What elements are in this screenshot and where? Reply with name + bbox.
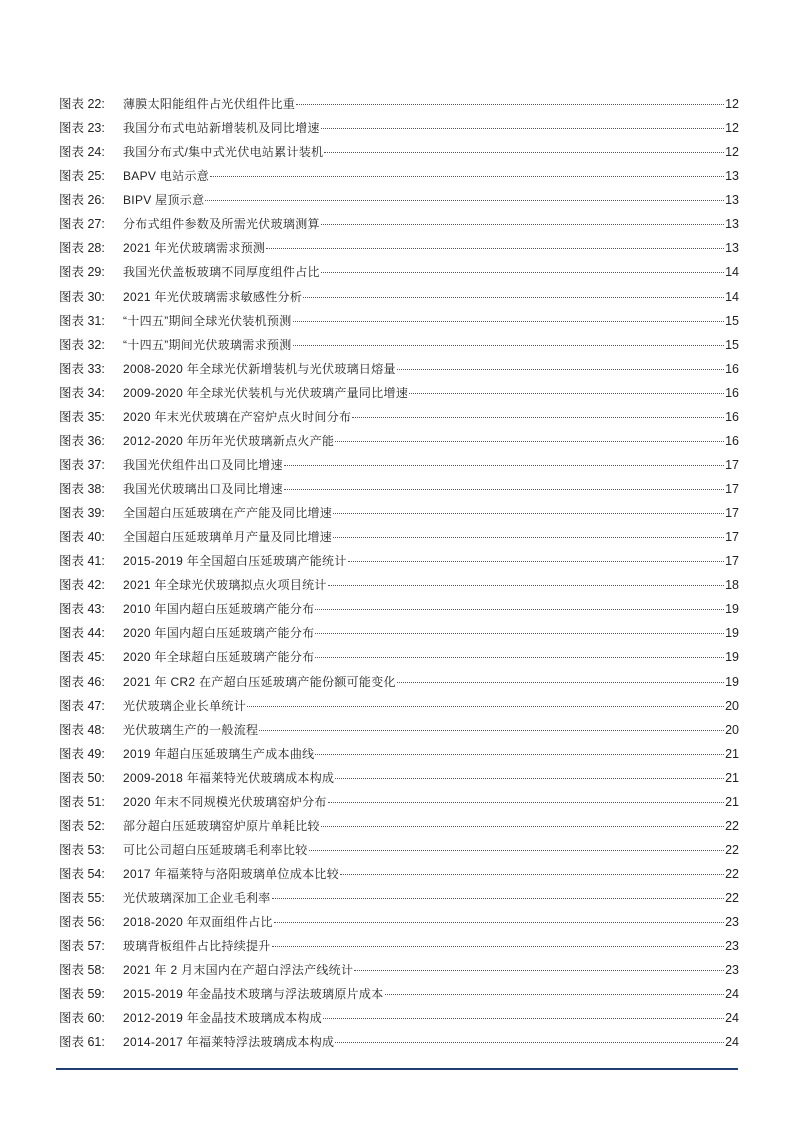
dot-leader: [335, 1042, 724, 1043]
toc-entry-title: 2018-2020 年双面组件占比: [123, 915, 273, 930]
dot-leader: [335, 441, 724, 442]
toc-entry-title: 2015-2019 年全国超白压延玻璃产能统计: [123, 554, 347, 569]
dot-leader: [348, 561, 724, 562]
toc-entry-label: 图表 26:: [59, 193, 105, 208]
toc-entry-label: 图表 31:: [59, 313, 105, 328]
toc-entry-label: 图表 59:: [59, 987, 105, 1002]
toc-entry-page: 17: [725, 457, 739, 472]
dot-leader: [328, 802, 724, 803]
toc-entry[interactable]: [59, 118, 739, 142]
toc-entry-title: 2021 年光伏玻璃需求敏感性分析: [123, 289, 303, 304]
toc-entry-page: 16: [725, 385, 739, 400]
toc-entry-page: 15: [725, 313, 739, 328]
toc-entry-title: 2017 年福莱特与洛阳玻璃单位成本比较: [123, 867, 340, 881]
dot-leader: [354, 970, 724, 971]
toc-entry-title: 2009-2020 年全球光伏装机与光伏玻璃产量同比增速: [123, 385, 409, 400]
dot-leader: [409, 393, 724, 394]
dot-leader: [340, 874, 724, 875]
toc-entry-page: 14: [725, 289, 739, 304]
footer-rule: [56, 1068, 738, 1070]
toc-entry-label: 图表 58:: [59, 963, 105, 978]
dot-leader: [293, 345, 725, 346]
toc-entry[interactable]: [59, 142, 739, 166]
toc-entry-title: 2021 年 2 月末国内在产超白浮法产线统计: [123, 963, 354, 978]
toc-entry-page: 13: [725, 217, 739, 232]
toc-entry[interactable]: [59, 479, 739, 503]
toc-entry[interactable]: [59, 888, 739, 912]
toc-entry-label: 图表 33:: [59, 361, 105, 376]
toc-entry-page: 16: [725, 409, 739, 424]
toc-entry-page: 22: [725, 842, 739, 857]
toc-entry-title: 2020 年国内超白压延玻璃产能分布: [123, 626, 315, 641]
toc-entry-page: 22: [725, 891, 739, 906]
dot-leader: [328, 585, 724, 586]
toc-entry-title: 可比公司超白压延玻璃毛利率比较: [123, 842, 308, 857]
dot-leader: [397, 682, 724, 683]
toc-entry-title: 薄膜太阳能组件占光伏组件比重: [123, 97, 296, 111]
dot-leader: [315, 633, 724, 634]
toc-entry[interactable]: [59, 455, 739, 479]
toc-entry[interactable]: [59, 407, 739, 431]
dot-leader: [205, 200, 724, 201]
toc-entry-title: 2020 年末不同规模光伏玻璃窑炉分布: [123, 794, 327, 809]
toc-entry-page: 19: [725, 650, 739, 665]
dot-leader: [284, 465, 724, 466]
dot-leader: [309, 850, 725, 851]
toc-entry-title: 2021 年 CR2 在产超白压延玻璃产能份额可能变化: [123, 674, 396, 689]
toc-entry-label: 图表 43:: [59, 602, 105, 617]
toc-entry[interactable]: [59, 792, 739, 816]
toc-entry-page: 18: [725, 578, 739, 593]
toc-entry[interactable]: [59, 214, 739, 238]
dot-leader: [315, 609, 724, 610]
toc-entry-label: 图表 25:: [59, 169, 105, 184]
toc-entry-page: 15: [725, 337, 739, 352]
toc-entry[interactable]: [59, 335, 739, 359]
toc-entry-label: 图表 24:: [59, 145, 105, 160]
toc-entry[interactable]: [59, 720, 739, 744]
toc-entry[interactable]: [59, 623, 739, 647]
toc-entry-title: BAPV 电站示意: [123, 169, 210, 184]
toc-entry[interactable]: [59, 1008, 739, 1032]
toc-entry-label: 图表 27:: [59, 217, 105, 232]
table-of-figures: [59, 94, 739, 1057]
toc-entry-title: 我国分布式/集中式光伏电站累计装机: [123, 145, 324, 160]
toc-entry-title: 我国光伏盖板玻璃不同厚度组件占比: [123, 265, 320, 280]
toc-entry-label: 图表 35:: [59, 409, 105, 424]
toc-entry-label: 图表 50:: [59, 770, 105, 785]
toc-entry-page: 21: [725, 746, 739, 761]
toc-entry-title: 部分超白压延玻璃窑炉原片单耗比较: [123, 818, 320, 833]
dot-leader: [385, 994, 725, 995]
toc-entry-title: 光伏玻璃生产的一般流程: [123, 722, 259, 737]
toc-entry-page: 12: [725, 121, 739, 136]
toc-entry[interactable]: [59, 551, 739, 575]
toc-entry-title: 2009-2018 年福莱特光伏玻璃成本构成: [123, 770, 335, 785]
toc-entry-page: 22: [725, 818, 739, 833]
toc-entry-page: 17: [725, 482, 739, 496]
toc-entry-label: 图表 44:: [59, 626, 105, 641]
toc-entry[interactable]: [59, 166, 739, 190]
toc-entry-page: 19: [725, 674, 739, 689]
toc-entry[interactable]: [59, 768, 739, 792]
toc-entry[interactable]: [59, 599, 739, 623]
toc-entry-page: 24: [725, 1035, 739, 1050]
toc-entry[interactable]: [59, 696, 739, 720]
toc-entry-label: 图表 46:: [59, 674, 105, 689]
toc-entry-page: 13: [725, 169, 739, 184]
toc-entry-label: 图表 22:: [59, 97, 105, 111]
toc-entry[interactable]: [59, 238, 739, 262]
toc-entry-label: 图表 29:: [59, 265, 105, 280]
toc-entry-page: 23: [725, 915, 739, 930]
toc-entry-label: 图表 32:: [59, 337, 105, 352]
toc-entry-label: 图表 28:: [59, 241, 105, 256]
dot-leader: [321, 826, 724, 827]
toc-entry[interactable]: [59, 960, 739, 984]
toc-entry-label: 图表 45:: [59, 650, 105, 665]
dot-leader: [315, 754, 724, 755]
toc-entry-page: 21: [725, 794, 739, 809]
dot-leader: [266, 248, 724, 249]
toc-entry-label: 图表 47:: [59, 698, 105, 713]
toc-entry[interactable]: [59, 94, 739, 118]
dot-leader: [247, 706, 724, 707]
dot-leader: [272, 898, 724, 899]
toc-entry-label: 图表 51:: [59, 794, 105, 809]
toc-entry-title: 全国超白压延玻璃单月产量及同比增速: [123, 530, 333, 545]
dot-leader: [303, 297, 724, 298]
toc-entry-label: 图表 57:: [59, 939, 105, 954]
toc-entry-label: 图表 34:: [59, 385, 105, 400]
dot-leader: [323, 1018, 724, 1019]
toc-entry-page: 24: [725, 1011, 739, 1026]
dot-leader: [335, 778, 724, 779]
toc-entry-title: 2008-2020 年全球光伏新增装机与光伏玻璃日熔量: [123, 361, 396, 376]
dot-leader: [397, 369, 724, 370]
toc-entry-title: “十四五”期间全球光伏装机预测: [123, 313, 292, 328]
toc-entry-title: 2021 年全球光伏玻璃拟点火项目统计: [123, 578, 327, 593]
toc-entry-page: 16: [725, 361, 739, 376]
toc-entry-page: 13: [725, 193, 739, 208]
dot-leader: [296, 104, 724, 105]
toc-entry-label: 图表 37:: [59, 457, 105, 472]
dot-leader: [284, 489, 724, 490]
toc-entry[interactable]: [59, 912, 739, 936]
toc-entry-title: 2012-2019 年金晶技术玻璃成本构成: [123, 1011, 323, 1026]
dot-leader: [321, 128, 724, 129]
dot-leader: [274, 922, 724, 923]
toc-entry-title: 2021 年光伏玻璃需求预测: [123, 241, 266, 256]
toc-entry-label: 图表 55:: [59, 891, 105, 906]
toc-entry-label: 图表 54:: [59, 867, 105, 881]
toc-entry-page: 23: [725, 939, 739, 954]
toc-entry[interactable]: [59, 744, 739, 768]
toc-entry-label: 图表 38:: [59, 482, 105, 496]
dot-leader: [321, 224, 724, 225]
toc-entry[interactable]: [59, 936, 739, 960]
dot-leader: [333, 537, 724, 538]
toc-entry-page: 23: [725, 963, 739, 978]
toc-entry-page: 17: [725, 554, 739, 569]
toc-entry[interactable]: [59, 431, 739, 455]
toc-entry[interactable]: [59, 816, 739, 840]
toc-entry-title: 分布式组件参数及所需光伏玻璃测算: [123, 217, 320, 232]
toc-entry-title: 玻璃背板组件占比持续提升: [123, 939, 271, 954]
toc-entry-title: 我国光伏玻璃出口及同比增速: [123, 482, 283, 496]
toc-entry[interactable]: [59, 503, 739, 527]
toc-entry-label: 图表 56:: [59, 915, 105, 930]
toc-entry-page: 20: [725, 698, 739, 713]
toc-entry-page: 19: [725, 626, 739, 641]
toc-entry-page: 13: [725, 241, 739, 256]
toc-entry-title: 2012-2020 年历年光伏玻璃新点火产能: [123, 433, 335, 448]
dot-leader: [259, 730, 724, 731]
toc-entry[interactable]: [59, 672, 739, 696]
toc-entry[interactable]: [59, 575, 739, 599]
toc-entry-label: 图表 42:: [59, 578, 105, 593]
toc-entry-page: 20: [725, 722, 739, 737]
toc-entry-title: BIPV 屋顶示意: [123, 193, 205, 208]
toc-entry-label: 图表 41:: [59, 554, 105, 569]
toc-entry-page: 19: [725, 602, 739, 617]
toc-entry-title: 2020 年全球超白压延玻璃产能分布: [123, 650, 315, 665]
toc-entry-page: 14: [725, 265, 739, 280]
dot-leader: [333, 513, 724, 514]
toc-entry-label: 图表 48:: [59, 722, 105, 737]
toc-entry-page: 16: [725, 433, 739, 448]
dot-leader: [321, 272, 724, 273]
toc-entry-title: 全国超白压延玻璃在产产能及同比增速: [123, 506, 333, 521]
toc-entry-label: 图表 40:: [59, 530, 105, 545]
toc-entry-label: 图表 30:: [59, 289, 105, 304]
toc-entry-label: 图表 23:: [59, 121, 105, 136]
toc-entry[interactable]: [59, 1032, 739, 1056]
dot-leader: [210, 176, 724, 177]
toc-entry-title: 2014-2017 年福莱特浮法玻璃成本构成: [123, 1035, 335, 1050]
toc-entry-label: 图表 60:: [59, 1011, 105, 1026]
toc-entry-page: 12: [725, 145, 739, 160]
toc-entry[interactable]: [59, 840, 739, 864]
toc-entry-page: 12: [725, 97, 739, 111]
toc-entry[interactable]: [59, 984, 739, 1008]
toc-entry[interactable]: [59, 359, 739, 383]
toc-entry[interactable]: [59, 190, 739, 214]
toc-entry[interactable]: [59, 287, 739, 311]
toc-entry-page: 17: [725, 506, 739, 521]
toc-entry[interactable]: [59, 262, 739, 286]
toc-entry-title: 2020 年末光伏玻璃在产窑炉点火时间分布: [123, 409, 352, 424]
toc-entry-label: 图表 61:: [59, 1035, 105, 1050]
dot-leader: [315, 657, 724, 658]
toc-entry-title: 2010 年国内超白压延玻璃产能分布: [123, 602, 315, 617]
toc-entry-label: 图表 39:: [59, 506, 105, 521]
toc-entry[interactable]: [59, 383, 739, 407]
toc-entry-title: 我国光伏组件出口及同比增速: [123, 457, 283, 472]
toc-entry-title: “十四五”期间光伏玻璃需求预测: [123, 337, 292, 352]
toc-entry-page: 24: [725, 987, 739, 1002]
dot-leader: [324, 152, 724, 153]
toc-entry[interactable]: [59, 311, 739, 335]
toc-entry-label: 图表 53:: [59, 842, 105, 857]
toc-entry-page: 17: [725, 530, 739, 545]
toc-entry-label: 图表 52:: [59, 818, 105, 833]
toc-entry-label: 图表 49:: [59, 746, 105, 761]
toc-entry-label: 图表 36:: [59, 433, 105, 448]
toc-entry[interactable]: [59, 864, 739, 888]
toc-entry[interactable]: [59, 527, 739, 551]
toc-entry-title: 我国分布式电站新增装机及同比增速: [123, 121, 320, 136]
toc-entry-title: 光伏玻璃深加工企业毛利率: [123, 891, 271, 906]
toc-entry[interactable]: [59, 647, 739, 671]
toc-entry-page: 21: [725, 770, 739, 785]
dot-leader: [293, 321, 725, 322]
toc-entry-page: 22: [725, 867, 739, 881]
toc-entry-title: 光伏玻璃企业长单统计: [123, 698, 247, 713]
dot-leader: [352, 417, 724, 418]
dot-leader: [272, 946, 724, 947]
toc-entry-title: 2019 年超白压延玻璃生产成本曲线: [123, 746, 315, 761]
toc-entry-title: 2015-2019 年金晶技术玻璃与浮法玻璃原片成本: [123, 987, 384, 1002]
